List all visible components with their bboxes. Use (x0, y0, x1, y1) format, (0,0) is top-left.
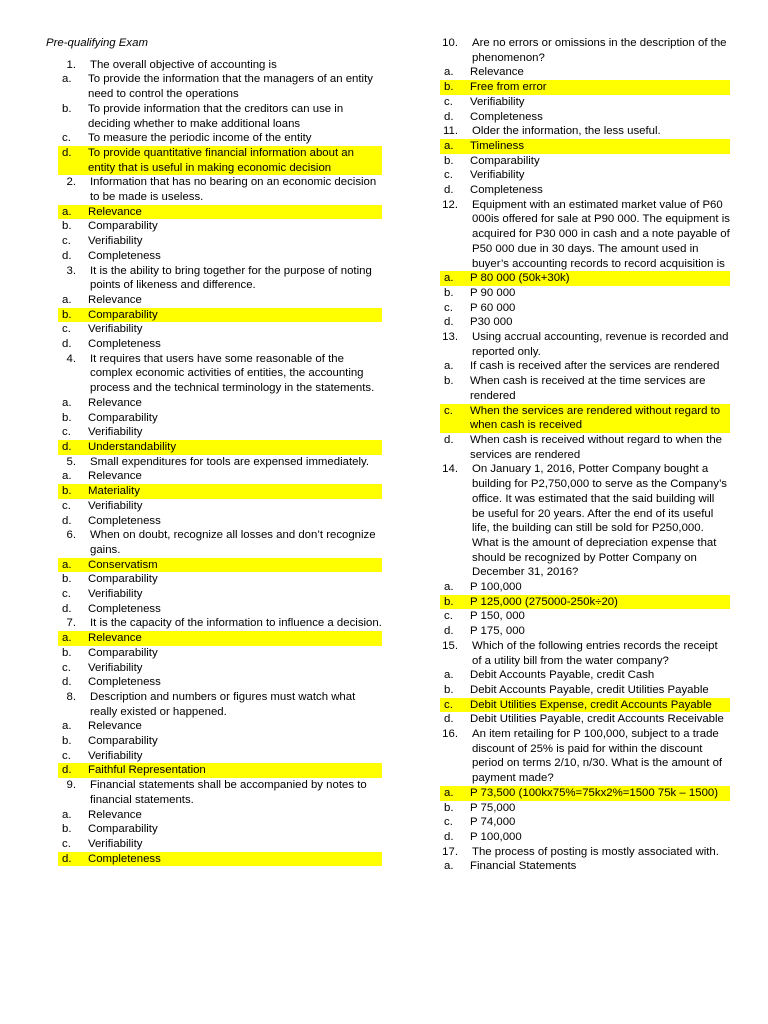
option-letter: a. (444, 860, 454, 873)
question-text: Which of the following entries records the receipt of a utility bill from the water company? (472, 639, 718, 667)
question-text: It is the capacity of the information to influence a decision. (90, 617, 382, 630)
option-text: Relevance (88, 205, 142, 218)
question-number: 3. (66, 264, 76, 277)
option-text: Completeness (88, 676, 161, 689)
question-number: 14. (442, 463, 458, 476)
question-row (42, 264, 382, 293)
option-text: P 125,000 (275000-250k÷20) (470, 595, 618, 608)
answer-option-highlighted (58, 146, 382, 175)
answer-option-highlighted (58, 852, 382, 867)
answer-option (42, 411, 382, 426)
option-list (424, 859, 730, 874)
answer-option-highlighted (58, 558, 382, 573)
answer-option (424, 433, 730, 462)
option-list (42, 205, 382, 264)
question-row (42, 528, 382, 557)
answer-option-highlighted (440, 271, 730, 286)
answer-option (424, 168, 730, 183)
option-text: Verifiability (470, 95, 525, 108)
answer-option (424, 301, 730, 316)
option-text: Comparability (88, 735, 158, 748)
option-letter: d. (62, 514, 72, 527)
answer-option-highlighted (58, 631, 382, 646)
option-letter: d. (62, 338, 72, 351)
option-letter: c. (62, 661, 71, 674)
option-letter: c. (444, 169, 453, 182)
option-letter: d. (444, 625, 454, 638)
option-text: Verifiability (470, 169, 525, 182)
answer-option-highlighted (58, 763, 382, 778)
option-text: Verifiability (88, 837, 143, 850)
option-letter: b. (62, 735, 72, 748)
option-letter: d. (62, 676, 72, 689)
option-text: P 80 000 (50k+30k) (470, 272, 570, 285)
answer-option (42, 587, 382, 602)
option-letter: b. (444, 801, 454, 814)
answer-option (42, 293, 382, 308)
option-list (42, 558, 382, 617)
answer-option (424, 580, 730, 595)
question (424, 639, 730, 727)
option-letter: c. (62, 749, 71, 762)
option-letter: c. (62, 426, 71, 439)
answer-option-highlighted (440, 80, 730, 95)
option-letter: a. (62, 808, 72, 821)
option-text: Comparability (470, 154, 540, 167)
question-row (42, 690, 382, 719)
option-letter: a. (444, 66, 454, 79)
option-text: Verifiability (88, 661, 143, 674)
question-number: 11. (443, 125, 458, 138)
question (424, 462, 730, 638)
option-letter: b. (62, 308, 72, 321)
option-list (42, 396, 382, 455)
option-text: Comparability (88, 308, 158, 321)
left-question-list (42, 58, 382, 867)
option-text: Completeness (470, 184, 543, 197)
option-letter: b. (444, 595, 454, 608)
option-text: Timeliness (470, 139, 525, 152)
option-text: Relevance (88, 720, 142, 733)
question-row (424, 124, 730, 139)
question-row (42, 352, 382, 396)
answer-option (424, 801, 730, 816)
answer-option (424, 154, 730, 169)
question (42, 528, 382, 616)
option-letter: b. (444, 375, 454, 388)
option-letter: b. (444, 154, 454, 167)
option-text: Relevance (88, 808, 142, 821)
question-row (424, 462, 730, 580)
question (424, 36, 730, 124)
question-text: Description and numbers or figures must watch what really existed or happened. (90, 690, 356, 718)
answer-option (424, 712, 730, 727)
option-letter: b. (444, 81, 454, 94)
answer-option-highlighted (58, 308, 382, 323)
question-row (424, 330, 730, 359)
option-text: Comparability (88, 220, 158, 233)
question (424, 845, 730, 874)
question-number: 2. (66, 176, 76, 189)
option-letter: a. (62, 632, 72, 645)
question-number: 16. (442, 728, 458, 741)
answer-option-highlighted (58, 484, 382, 499)
option-letter: b. (444, 286, 454, 299)
answer-option (424, 859, 730, 874)
answer-option-highlighted (58, 205, 382, 220)
option-letter: d. (444, 433, 454, 446)
answer-option (42, 837, 382, 852)
question-text: Financial statements shall be accompanied by notes to financial statements. (90, 779, 367, 806)
answer-option (42, 102, 382, 131)
option-letter: d. (444, 713, 454, 726)
question-row (424, 727, 730, 786)
option-letter: c. (444, 95, 453, 108)
option-letter: b. (62, 102, 72, 115)
answer-option (424, 374, 730, 403)
option-list (424, 139, 730, 198)
option-text: Financial Statements (470, 860, 577, 873)
answer-option (42, 572, 382, 587)
option-text: Relevance (88, 470, 142, 483)
option-letter: d. (62, 602, 72, 615)
option-text: Relevance (470, 66, 524, 79)
option-text: P 75,000 (470, 801, 516, 814)
option-letter: a. (444, 581, 454, 594)
option-text: P 90 000 (470, 286, 516, 299)
option-letter: a. (444, 669, 454, 682)
answer-option-highlighted (440, 698, 730, 713)
answer-option (42, 719, 382, 734)
question (424, 727, 730, 845)
option-text: P 100,000 (470, 830, 522, 843)
option-letter: a. (444, 139, 454, 152)
option-letter: b. (62, 573, 72, 586)
option-letter: c. (444, 301, 453, 314)
option-letter: c. (444, 698, 453, 711)
option-text: Materiality (88, 485, 140, 498)
option-list (424, 359, 730, 462)
option-letter: c. (444, 816, 453, 829)
right-question-list (424, 36, 730, 874)
answer-option (424, 609, 730, 624)
option-letter: c. (444, 610, 453, 623)
option-letter: d. (444, 316, 454, 329)
answer-option-highlighted (440, 139, 730, 154)
left-column (42, 36, 382, 866)
option-letter: a. (62, 470, 72, 483)
question-row (424, 198, 730, 272)
question-text: Using accrual accounting, revenue is recorded and reported only. (472, 331, 729, 358)
option-text: Completeness (470, 110, 543, 123)
exam-title: Pre-qualifying Exam (46, 37, 148, 49)
question-row (424, 36, 730, 65)
option-letter: b. (62, 220, 72, 233)
option-list (424, 65, 730, 124)
answer-option (42, 734, 382, 749)
question-number: 17. (442, 845, 458, 858)
option-letter: a. (444, 360, 454, 373)
option-letter: d. (62, 249, 72, 262)
question-text: Older the information, the less useful. (472, 125, 661, 138)
option-text: Verifiability (88, 749, 143, 762)
option-text: To provide quantitative financial information about an entity that is useful in making economic decision (88, 146, 354, 174)
option-letter: d. (444, 830, 454, 843)
question-text: Are no errors or omissions in the description of the phenomenon? (472, 37, 727, 64)
answer-option (424, 95, 730, 110)
option-text: P 74,000 (470, 816, 516, 829)
answer-option (42, 646, 382, 661)
option-letter: b. (62, 646, 72, 659)
question (424, 124, 730, 198)
answer-option (42, 675, 382, 690)
question-row (424, 639, 730, 668)
answer-option (42, 499, 382, 514)
answer-option (42, 131, 382, 146)
answer-option (42, 469, 382, 484)
option-list (42, 719, 382, 778)
answer-option-highlighted (440, 595, 730, 610)
answer-option-highlighted (440, 786, 730, 801)
question-row (42, 616, 382, 631)
question-number: 13. (442, 331, 458, 344)
answer-option (42, 425, 382, 440)
option-text: Debit Accounts Payable, credit Cash (470, 669, 655, 682)
option-text: When cash is received without regard to when the services are rendered (470, 433, 722, 461)
question (42, 264, 382, 352)
answer-option (42, 808, 382, 823)
option-letter: d. (62, 764, 72, 777)
answer-option (424, 683, 730, 698)
option-text: To provide information that the creditors can use in deciding whether to make additional loans (88, 102, 344, 130)
answer-option (42, 72, 382, 101)
question-text: Small expenditures for tools are expensed immediately. (90, 455, 369, 468)
question (424, 330, 730, 462)
answer-option (424, 359, 730, 374)
question-text: When on doubt, recognize all losses and don’t recognize gains. (90, 529, 376, 556)
question-number: 7. (66, 617, 76, 630)
option-text: Comparability (88, 573, 158, 586)
option-text: If cash is received after the services are rendered (470, 360, 720, 373)
option-letter: a. (444, 272, 454, 285)
question-number: 8. (66, 690, 76, 703)
question (42, 455, 382, 529)
answer-option (424, 668, 730, 683)
question-text: The overall objective of accounting is (90, 58, 277, 71)
option-text: Completeness (88, 514, 161, 527)
option-letter: c. (62, 588, 71, 601)
answer-option (424, 315, 730, 330)
question (42, 778, 382, 866)
option-text: P30 000 (470, 316, 513, 329)
right-column (424, 36, 730, 874)
option-letter: a. (62, 720, 72, 733)
answer-option (42, 602, 382, 617)
question-number: 15. (442, 639, 458, 652)
option-letter: a. (62, 73, 72, 86)
option-text: Relevance (88, 396, 142, 409)
question-row (424, 845, 730, 860)
option-letter: c. (62, 323, 71, 336)
question-row (42, 455, 382, 470)
question (42, 616, 382, 690)
option-text: To provide the information that the managers of an entity need to control the operations (88, 73, 373, 101)
question-row (42, 778, 382, 807)
answer-option (42, 749, 382, 764)
question-text: The process of posting is mostly associated with. (472, 845, 719, 858)
option-list (424, 786, 730, 845)
option-text: Conservatism (88, 558, 158, 571)
answer-option (424, 624, 730, 639)
option-list (42, 808, 382, 867)
option-text: Verifiability (88, 426, 143, 439)
question-number: 6. (66, 529, 76, 542)
option-text: Comparability (88, 411, 158, 424)
option-text: Completeness (88, 852, 161, 865)
question-row (42, 58, 382, 73)
question-number: 1. (66, 58, 76, 71)
option-text: Completeness (88, 602, 161, 615)
option-letter: b. (62, 485, 72, 498)
question-number: 4. (66, 352, 76, 365)
option-letter: d. (444, 110, 454, 123)
option-text: Debit Utilities Expense, credit Accounts Payable (470, 698, 712, 711)
option-letter: c. (62, 837, 71, 850)
option-text: Verifiability (88, 588, 143, 601)
option-text: When cash is received at the time services are rendered (470, 375, 706, 402)
option-text: When the services are rendered without regard to when cash is received (470, 404, 721, 432)
option-letter: a. (62, 396, 72, 409)
answer-option (42, 514, 382, 529)
option-text: Understandability (88, 440, 177, 453)
answer-option (42, 661, 382, 676)
answer-option-highlighted (58, 440, 382, 455)
option-letter: c. (62, 132, 71, 145)
option-letter: d. (444, 184, 454, 197)
answer-option (42, 322, 382, 337)
question-number: 10. (442, 37, 458, 49)
answer-option (424, 830, 730, 845)
option-text: P 150, 000 (470, 610, 525, 623)
question-number: 9. (66, 779, 76, 792)
option-letter: a. (62, 293, 72, 306)
answer-option (42, 822, 382, 837)
option-letter: b. (62, 411, 72, 424)
question-text: On January 1, 2016, Potter Company bought a building for P2,750,000 to serve as the Company’s office. It was estimated that the said building will be useful for 20 years. After the end of its useful life, the building can still be sold for P250,000. What is the amount of depreciation expense that should be recognized by Potter Company on December 31, 2016? (472, 463, 727, 579)
question (42, 58, 382, 176)
answer-option (42, 337, 382, 352)
question-number: 12. (442, 198, 458, 211)
option-letter: b. (444, 683, 454, 696)
option-list (424, 580, 730, 639)
option-letter: b. (62, 823, 72, 836)
answer-option (424, 183, 730, 198)
option-list (42, 631, 382, 690)
option-text: Comparability (88, 823, 158, 836)
question-number: 5. (66, 455, 76, 468)
option-text: P 73,500 (100kx75%=75kx2%=1500 75k – 1500) (470, 786, 719, 799)
question-text: Information that has no bearing on an economic decision to be made is useless. (90, 176, 377, 204)
option-text: P 100,000 (470, 581, 522, 594)
option-letter: d. (62, 146, 72, 159)
option-list (42, 293, 382, 352)
option-text: Verifiability (88, 499, 143, 512)
question (42, 175, 382, 263)
option-list (42, 469, 382, 528)
option-text: Debit Utilities Payable, credit Accounts Receivable (470, 713, 724, 726)
option-text: P 175, 000 (470, 625, 525, 638)
answer-option (42, 234, 382, 249)
option-text: Free from error (470, 81, 547, 94)
question-text: Equipment with an estimated market value of P60 000is offered for sale at P90 000. The equipment is acquired for P30 000 in cash and a note payable of P50 000 due in 30 days. The amount used in buyer’s accounting records to record acquisition is (472, 198, 730, 270)
option-letter: c. (62, 235, 71, 248)
question-text: It requires that users have some reasonable of the complex economic activities of entities, the accounting process and the technical terminology in the statements. (90, 352, 375, 395)
option-text: Relevance (88, 293, 142, 306)
option-letter: a. (444, 786, 454, 799)
answer-option (42, 249, 382, 264)
option-letter: a. (62, 558, 72, 571)
option-list (424, 271, 730, 330)
option-text: Debit Accounts Payable, credit Utilities Payable (470, 683, 709, 696)
answer-option (42, 219, 382, 234)
answer-option (42, 396, 382, 411)
option-letter: a. (62, 205, 72, 218)
option-text: Verifiability (88, 235, 143, 248)
question-text: An item retailing for P 100,000, subject to a trade discount of 25% is paid for within the discount period on terms 2/10, n/30. What is the amount of payment made? (472, 728, 723, 785)
question-text: It is the ability to bring together for the purpose of noting points of likeness and difference. (90, 264, 372, 292)
option-letter: d. (62, 852, 72, 865)
option-text: Completeness (88, 249, 161, 262)
option-letter: d. (62, 440, 72, 453)
option-list (42, 72, 382, 175)
question (42, 690, 382, 778)
option-text: Verifiability (88, 323, 143, 336)
option-text: Faithful Representation (88, 764, 206, 777)
answer-option (424, 815, 730, 830)
option-text: Comparability (88, 646, 158, 659)
option-text: Completeness (88, 338, 161, 351)
answer-option (424, 286, 730, 301)
answer-option-highlighted (440, 404, 730, 433)
question (424, 198, 730, 330)
answer-option (424, 110, 730, 125)
option-text: Relevance (88, 632, 142, 645)
answer-option (424, 65, 730, 80)
option-letter: c. (444, 404, 453, 417)
option-list (424, 668, 730, 727)
option-letter: c. (62, 499, 71, 512)
option-text: P 60 000 (470, 301, 516, 314)
option-text: To measure the periodic income of the entity (88, 132, 312, 145)
question-row (42, 175, 382, 204)
question (42, 352, 382, 455)
